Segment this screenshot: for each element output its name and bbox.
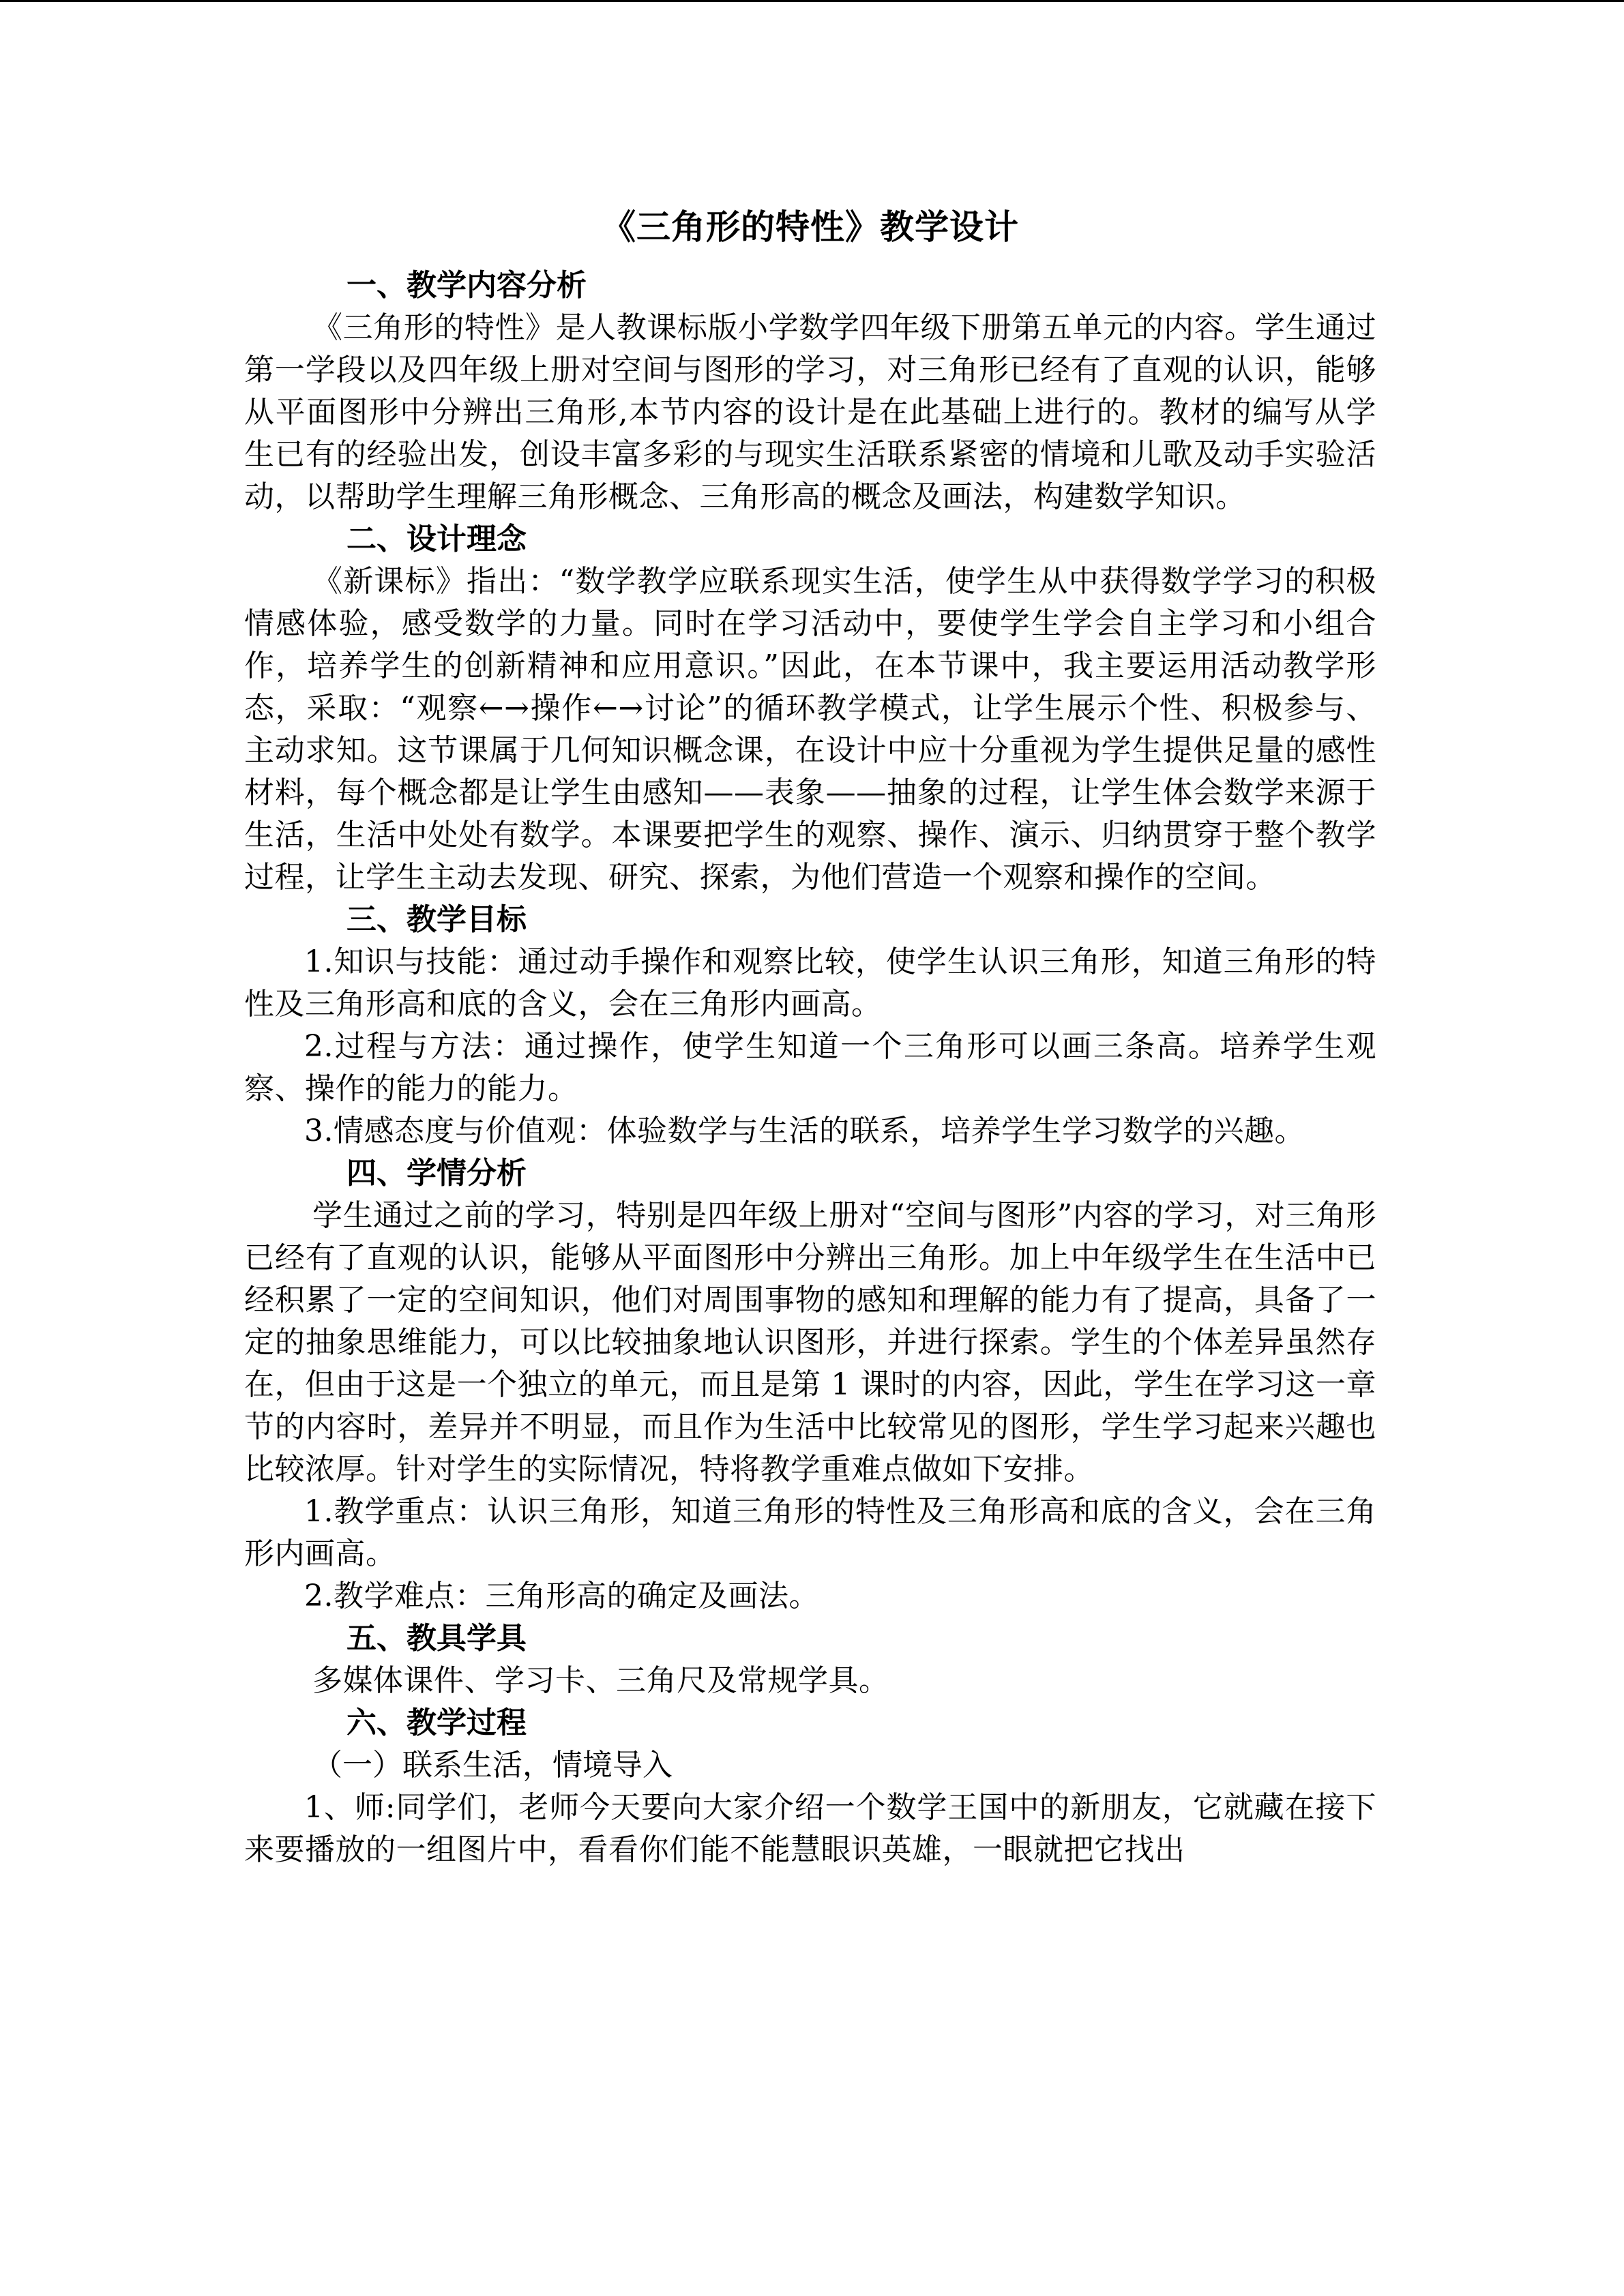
section-heading-student-analysis: 四、学情分析: [346, 1156, 527, 1191]
paragraph-content-analysis: 《三角形的特性》是人教课标版小学数学四年级下册第五单元的内容。学生通过第一学段以及四年级上册对空间与图形的学习，对三角形已经有了直观的认识，能够从平面图形中分辨出三角形,本节内容的设计是在此基础上进行的。教材的编写从学生已有的经验出发，创设丰富多彩的与现实生活联系紧密的情境和儿歌及动手实验活动，以帮助学生理解三角形概念、三角形高的概念及画法，构建数学知识。: [244, 310, 1376, 514]
section-heading-design-concept: 二、设计理念: [346, 522, 527, 556]
goal-knowledge-skills: 1.知识与技能：通过动手操作和观察比较，使学生认识三角形，知道三角形的特性及三角形高和底的含义，会在三角形内画高。: [244, 944, 1376, 1022]
paragraph-teaching-process-1: 1、师:同学们，老师今天要向大家介绍一个数学王国中的新朋友，它就藏在接下来要播放的一组图片中，看看你们能不能慧眼识英雄，一眼就把它找出: [244, 1790, 1376, 1867]
document-title: 《三角形的特性》教学设计: [602, 207, 1019, 247]
section-heading-teaching-goals: 三、教学目标: [346, 902, 527, 937]
goal-emotion-values: 3.情感态度与价值观：体验数学与生活的联系，培养学生学习数学的兴趣。: [304, 1114, 1305, 1148]
section-heading-teaching-process: 六、教学过程: [346, 1705, 527, 1740]
paragraph-student-analysis: 学生通过之前的学习，特别是四年级上册对“空间与图形”内容的学习，对三角形已经有了直观的认识，能够从平面图形中分辨出三角形。加上中年级学生在生活中已经积累了一定的空间知识，他们对周围事物的感知和理解的能力有了提高，具备了一定的抽象思维能力，可以比较抽象地认识图形，并进行探索。学生的个体差异虽然存在，但由于这是一个独立的单元，而且是第 1 课时的内容，因此，学生在学习这一章节的内容时，差异并不明显，而且作为生活中比较常见的图形，学生学习起来兴趣也比较浓厚。针对学生的实际情况，特将教学重难点做如下安排。: [244, 1198, 1376, 1487]
teaching-key-point: 1.教学重点：认识三角形，知道三角形的特性及三角形高和底的含义，会在三角形内画高。: [244, 1494, 1376, 1571]
paragraph-design-concept: 《新课标》指出：“数学教学应联系现实生活，使学生从中获得数学学习的积极情感体验，感受数学的力量。同时在学习活动中，要使学生学会自主学习和小组合作，培养学生的创新精神和应用意识。”因此，在本节课中，我主要运用活动教学形态，采取：“观察←→操作←→讨论”的循环教学模式，让学生展示个性、积极参与、主动求知。这节课属于几何知识概念课，在设计中应十分重视为学生提供足量的感性材料，每个概念都是让学生由感知——表象——抽象的过程，让学生体会数学来源于生活，生活中处处有数学。本课要把学生的观察、操作、演示、归纳贯穿于整个教学过程，让学生主动去发现、研究、探索，为他们营造一个观察和操作的空间。: [244, 564, 1376, 895]
document-page: [244, 205, 1376, 1871]
goal-process-method: 2.过程与方法：通过操作，使学生知道一个三角形可以画三条高。培养学生观察、操作的能力的能力。: [244, 1029, 1376, 1106]
paragraph-teaching-aids: 多媒体课件、学习卡、三角尺及常规学具。: [312, 1663, 889, 1698]
subsection-heading-intro: （一）联系生活，情境导入: [312, 1748, 673, 1783]
section-heading-teaching-aids: 五、教具学具: [346, 1621, 527, 1656]
teaching-difficulty: 2.教学难点：三角形高的确定及画法。: [304, 1579, 819, 1613]
section-heading-content-analysis: 一、教学内容分析: [346, 268, 587, 303]
page-top-border: [0, 0, 1624, 2]
